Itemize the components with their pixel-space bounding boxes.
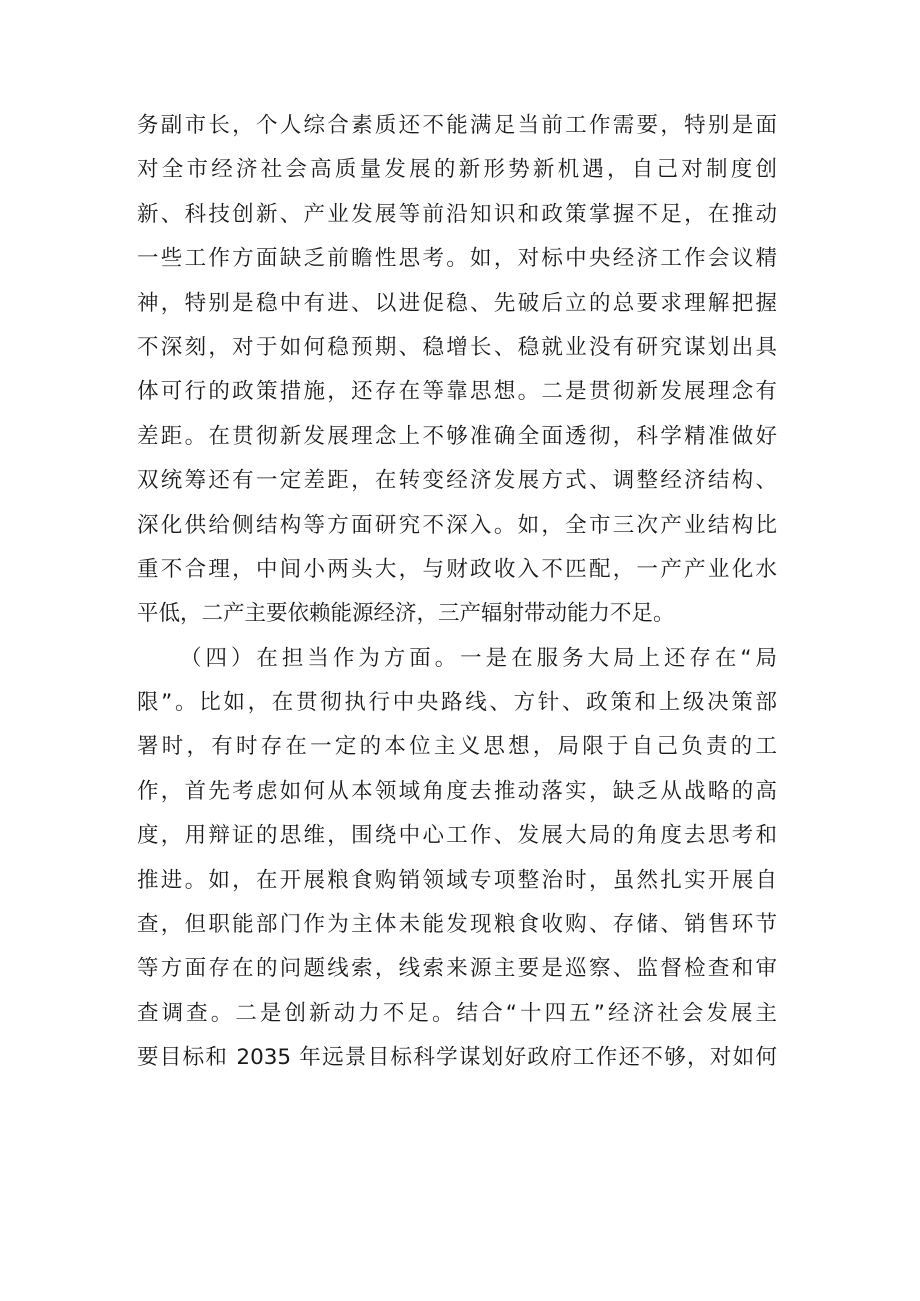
text-line: 新、科技创新、产业发展等前沿知识和政策掌握不足，在推动 bbox=[137, 201, 777, 227]
text-line: 体可行的政策措施，还存在等靠思想。二是贯彻新发展理念有 bbox=[137, 379, 777, 405]
text-line: 署时，有时存在一定的本位主义思想，局限于自己负责的工 bbox=[137, 734, 777, 760]
text-line: 不深刻，对于如何稳预期、稳增长、稳就业没有研究谋划出具 bbox=[137, 334, 777, 360]
text-line: 差距。在贯彻新发展理念上不够准确全面透彻，科学精准做好 bbox=[137, 423, 777, 449]
text-line: 度，用辩证的思维，围绕中心工作、发展大局的角度去思考和 bbox=[137, 823, 777, 849]
text-line: 查，但职能部门作为主体未能发现粮食收购、存储、销售环节 bbox=[137, 912, 777, 938]
section-heading-line: （四）在担当作为方面。一是在服务大局上还存在“局 bbox=[180, 645, 777, 671]
text-line: 一些工作方面缺乏前瞻性思考。如，对标中央经济工作会议精 bbox=[137, 246, 777, 272]
text-line: 神，特别是稳中有进、以进促稳、先破后立的总要求理解把握 bbox=[137, 290, 777, 316]
text-line: 对全市经济社会高质量发展的新形势新机遇，自己对制度创 bbox=[137, 157, 777, 183]
text-line: 双统筹还有一定差距，在转变经济发展方式、调整经济结构、 bbox=[137, 468, 777, 494]
document-body bbox=[137, 104, 777, 1081]
text-line: 推进。如，在开展粮食购销领域专项整治时，虽然扎实开展自 bbox=[137, 867, 777, 893]
text-line: 限”。比如，在贯彻执行中央路线、方针、政策和上级决策部 bbox=[137, 690, 777, 716]
text-line: 要目标和 2035 年远景目标科学谋划好政府工作还不够，对如何 bbox=[137, 1045, 777, 1071]
text-line: 等方面存在的问题线索，线索来源主要是巡察、监督检查和审 bbox=[137, 956, 777, 982]
text-line: 深化供给侧结构等方面研究不深入。如，全市三次产业结构比 bbox=[137, 512, 777, 538]
paragraph-end-line: 平低，二产主要依赖能源经济，三产辐射带动能力不足。 bbox=[137, 601, 675, 627]
text-line: 作，首先考虑如何从本领域角度去推动落实，缺乏从战略的高 bbox=[137, 778, 777, 804]
text-line: 重不合理，中间小两头大，与财政收入不匹配，一产产业化水 bbox=[137, 556, 777, 582]
text-line: 务副市长，个人综合素质还不能满足当前工作需要，特别是面 bbox=[137, 113, 777, 138]
text-line: 查调查。二是创新动力不足。结合“十四五”经济社会发展主 bbox=[137, 1000, 777, 1026]
